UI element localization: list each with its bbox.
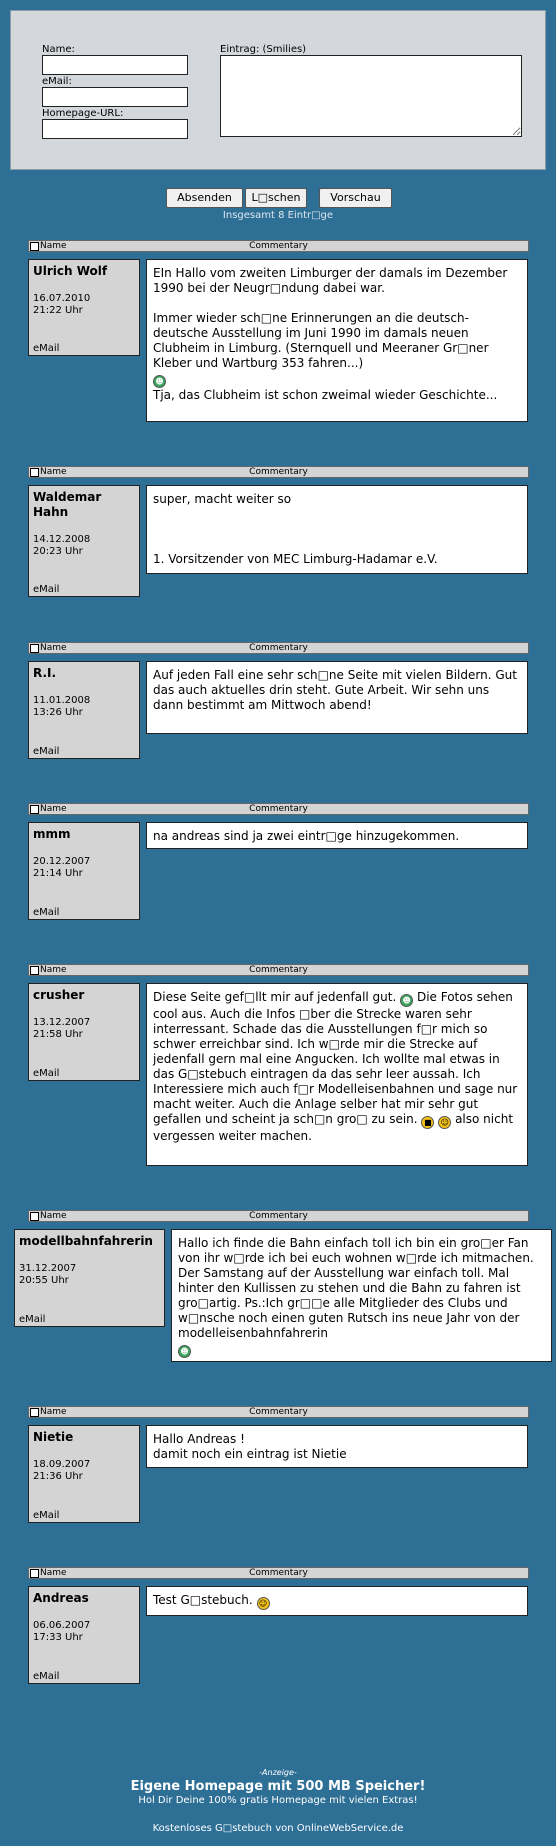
message-text: Hallo Andreas ! bbox=[153, 1432, 245, 1446]
entry-info bbox=[28, 661, 140, 759]
message-text: 1. Vorsitzender von MEC Limburg-Hadamar e.V. bbox=[153, 552, 438, 566]
entry-date: 18.09.2007 bbox=[33, 1459, 91, 1470]
email-link[interactable]: eMail bbox=[33, 1671, 60, 1682]
message-text: super, macht weiter so bbox=[153, 492, 292, 506]
header-commentary: Commentary bbox=[249, 1407, 308, 1417]
entry-info bbox=[28, 259, 140, 356]
entry-info bbox=[14, 1229, 165, 1327]
entry-time: 21:58 Uhr bbox=[33, 1029, 83, 1040]
header-name: Name bbox=[40, 1407, 67, 1417]
message-text: damit noch ein eintrag ist Nietie bbox=[153, 1447, 347, 1461]
ad-tag: -Anzeige- bbox=[259, 1768, 297, 1777]
message-text: Die Fotos sehen cool aus. Auch die Infos □ber die Strecke waren sehr interressant. Schade das die Ausstellungen f□r mich so schwer erreichbar sind. Ich w□rde mir die Strecke auf jedenfall gern mal eine Angucken. Ich wollte mal etwas in das G□stebuch eintragen da das sehr leer aussah. Ich Interessiere mich auch f□r Modelleisenbahnen und sage nur macht weiter. Auch die Anlage selber hat mir sehr gut gefallen und scheint ja sch□n gro□ zu sein. bbox=[153, 990, 518, 1126]
message-text: Diese Seite gef□llt mir auf jedenfall gut. bbox=[153, 990, 397, 1004]
green-grin-smiley-icon: ☻ bbox=[153, 375, 166, 388]
entry-message bbox=[146, 259, 528, 422]
entry-textarea[interactable] bbox=[220, 55, 522, 137]
message-text: Auf jeden Fall eine sehr sch□ne Seite mit vielen Bildern. Gut das auch aktuelles drin steht. Gute Arbeit. Wir sehn uns dann bestimmt am Mittwoch abend! bbox=[153, 668, 517, 712]
email-link[interactable]: eMail bbox=[33, 1068, 60, 1079]
entry-author: mmm bbox=[33, 827, 71, 841]
entry-header bbox=[28, 1567, 529, 1579]
entry-count: Insgesamt 8 Eintr□ge bbox=[222, 210, 334, 221]
smile-smiley-icon: ☺ bbox=[257, 1597, 270, 1610]
entry-header bbox=[28, 1210, 529, 1222]
entry-label: Eintrag: (Smilies) bbox=[220, 44, 307, 55]
preview-button[interactable]: Vorschau bbox=[319, 188, 392, 208]
green-grin-smiley-icon: ☻ bbox=[178, 1345, 191, 1358]
footer-link[interactable]: Kostenloses G□stebuch von OnlineWebService.de bbox=[152, 1823, 404, 1834]
entry-date: 16.07.2010 bbox=[33, 293, 91, 304]
entry-date: 13.12.2007 bbox=[33, 1017, 91, 1028]
email-link[interactable]: eMail bbox=[33, 1510, 60, 1521]
entry-header bbox=[28, 1406, 529, 1418]
entry-date: 14.12.2008 bbox=[33, 534, 91, 545]
email-link[interactable]: eMail bbox=[33, 907, 60, 918]
header-name: Name bbox=[40, 643, 67, 653]
entry-time: 21:14 Uhr bbox=[33, 868, 83, 879]
message-text: Hallo ich finde die Bahn einfach toll ich bin ein gro□er Fan von ihr w□rde ich bei euch wohnen w□rde ich mitmachen. Der Samstang auf der Ausstellung war einfach toll. Mal hinter den Kullissen zu stehen und die Bahn zu fahren ist gro□artig. Ps.:Ich gr□□e alle Mitglieder des Clubs und w□nsche noch einen guten Rutsch ins neue Jahr von der modelleisenbahnfahrerin bbox=[178, 1236, 534, 1340]
green-grin-smiley-icon: ☻ bbox=[400, 994, 413, 1007]
homepage-input[interactable] bbox=[42, 119, 188, 139]
entry-time: 17:33 Uhr bbox=[33, 1632, 83, 1643]
message-text: also nicht vergessen weiter machen. bbox=[153, 1112, 514, 1143]
entry-time: 20:23 Uhr bbox=[33, 546, 83, 557]
entry-message bbox=[146, 1586, 528, 1616]
entry-info bbox=[28, 485, 140, 597]
entry-author: modellbahnfahrerin bbox=[19, 1234, 153, 1248]
ad-headline-link[interactable]: Eigene Homepage mit 500 MB Speicher! bbox=[130, 1779, 426, 1794]
header-name: Name bbox=[40, 241, 67, 251]
delete-button[interactable]: L□schen bbox=[245, 188, 307, 208]
name-input[interactable] bbox=[42, 55, 188, 75]
entry-header bbox=[28, 803, 529, 815]
entry-message bbox=[171, 1229, 552, 1362]
submit-button[interactable]: Absenden bbox=[166, 188, 243, 208]
entry-author: R.I. bbox=[33, 666, 57, 680]
header-name: Name bbox=[40, 1568, 67, 1578]
header-name: Name bbox=[40, 467, 67, 477]
header-commentary: Commentary bbox=[249, 467, 308, 477]
name-label: Name: bbox=[42, 44, 75, 55]
smile-smiley-icon: ☺ bbox=[438, 1116, 451, 1129]
header-name: Name bbox=[40, 804, 67, 814]
entry-date: 31.12.2007 bbox=[19, 1263, 77, 1274]
entry-time: 21:36 Uhr bbox=[33, 1471, 83, 1482]
entry-author: crusher bbox=[33, 988, 85, 1002]
header-name: Name bbox=[40, 965, 67, 975]
ad-subline: Hol Dir Deine 100% gratis Homepage mit vielen Extras! bbox=[138, 1795, 418, 1806]
entry-info bbox=[28, 983, 140, 1081]
entry-time: 21:22 Uhr bbox=[33, 305, 83, 316]
entry-author: Nietie bbox=[33, 1430, 74, 1444]
entry-author: Andreas bbox=[33, 1591, 89, 1605]
email-link[interactable]: eMail bbox=[33, 746, 60, 757]
entry-message bbox=[146, 822, 528, 849]
header-commentary: Commentary bbox=[249, 241, 308, 251]
entry-time: 20:55 Uhr bbox=[19, 1275, 69, 1286]
message-text: Test G□stebuch. bbox=[153, 1593, 253, 1607]
entry-date: 11.01.2008 bbox=[33, 695, 91, 706]
header-commentary: Commentary bbox=[249, 965, 308, 975]
entry-time: 13:26 Uhr bbox=[33, 707, 83, 718]
email-link[interactable]: eMail bbox=[33, 343, 60, 354]
email-link[interactable]: eMail bbox=[33, 584, 60, 595]
entry-info bbox=[28, 1425, 140, 1523]
header-commentary: Commentary bbox=[249, 1211, 308, 1221]
message-text: Tja, das Clubheim ist schon zweimal wieder Geschichte... bbox=[153, 388, 498, 402]
entry-date: 06.06.2007 bbox=[33, 1620, 91, 1631]
message-text: Immer wieder sch□ne Erinnerungen an die deutsch-deutsche Ausstellung im Juni 1990 im damals neuen Clubheim in Limburg. (Sternquell und Meeraner Gr□ner Kleber und Wartburg 353 fahren...) bbox=[153, 311, 489, 370]
entry-author: Ulrich Wolf bbox=[33, 264, 108, 278]
entry-date: 20.12.2007 bbox=[33, 856, 91, 867]
entry-info bbox=[28, 1586, 140, 1684]
email-link[interactable]: eMail bbox=[19, 1314, 46, 1325]
entry-message bbox=[146, 661, 528, 734]
entry-message bbox=[146, 1425, 528, 1468]
sunglasses-smiley-icon: ■ bbox=[421, 1116, 434, 1129]
entry-header bbox=[28, 240, 529, 252]
email-label: eMail: bbox=[42, 76, 72, 87]
header-commentary: Commentary bbox=[249, 1568, 308, 1578]
entry-message bbox=[146, 983, 528, 1166]
header-name: Name bbox=[40, 1211, 67, 1221]
entry-author: Waldemar Hahn bbox=[33, 490, 102, 519]
header-commentary: Commentary bbox=[249, 643, 308, 653]
entry-header bbox=[28, 466, 529, 478]
homepage-label: Homepage-URL: bbox=[42, 108, 124, 119]
entry-message bbox=[146, 485, 528, 574]
entry-header bbox=[28, 964, 529, 976]
message-text: na andreas sind ja zwei eintr□ge hinzugekommen. bbox=[153, 829, 460, 843]
email-input[interactable] bbox=[42, 87, 188, 107]
entry-header bbox=[28, 642, 529, 654]
message-text: EIn Hallo vom zweiten Limburger der damals im Dezember 1990 bei der Neugr□ndung dabei war. bbox=[153, 266, 508, 295]
guestbook-form bbox=[10, 10, 546, 170]
header-commentary: Commentary bbox=[249, 804, 308, 814]
entry-info bbox=[28, 822, 140, 920]
